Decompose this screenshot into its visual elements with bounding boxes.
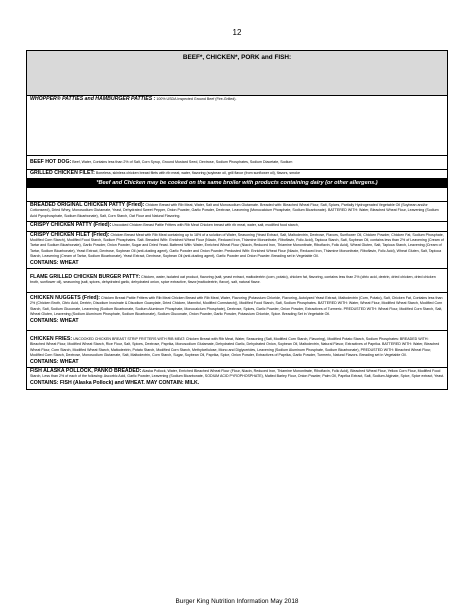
contains-label: CONTAINS: WHEAT [30, 259, 79, 266]
row-title: CRISPY CHICKEN PATTY (Fried): [30, 222, 112, 229]
row-text: Alaska Pollock, Water, Enriched Bleached Wheat Flour (Flour, Niacin, Reduced Iron, Thiamine Mononitrate, Riboflavin, Folic Acid), Bleached Wheat Flour, Yellow Corn Flour, Modified Food Starch, Less than 2% of each of the following: Ascorbic Acid, Garlic Powder, Leavening (Sodium Bicarbonate, SODIUM ACID PYROPHOSPHATE), Malted Barley Flour, Onion Powder, Palm Oil, Paprika Extract, Salt, Sodium Alginate, Spice, Spice extract, Yeast. [30, 368, 445, 379]
row-title: WHOPPER® PATTIES and HAMBURGER PATTIES : [30, 96, 156, 102]
row-title: FLAME GRILLED CHICKEN BURGER PATTY: [30, 274, 141, 281]
row-text: Chicken, water, isolated oat product, flavoring (salt, yeast extract, maltodextrin (corn, potato), chicken fat, flavoring, contains less than 2% (citric acid, dextrin, dried chicken, dried chicken broth, sunflower oil), seasoning (salt, spices, dehydrated garlic, dehydrated onion, spice extractive, flavor(maltodextrin, flavor), salt, natural flavor. [30, 275, 436, 285]
spacer-row [27, 188, 447, 202]
contains-label: CONTAINS: FISH (Alaska Pollock) and WHEAT. MAY CONTAIN: MILK. [30, 379, 200, 386]
chicken-fries-row [27, 331, 447, 368]
row-text: 100% USDA Inspected Ground Beef (Fire-Grilled). [155, 97, 237, 101]
crispy-chicken-filet-row [27, 232, 447, 269]
row-text: UNCOOKED CHICKEN BREAST STRIP FRITTERS WITH RIB MEAT: Chicken Breast with Rib Meat, Water, Seasoning (Salt, Modified Corn Starch, Flavoring), Modified Potato Starch, Sodium Phosphates: BREADED WITH: Bleached Wheat Flour, Modified Wheat Starch, Rice Flour, Salt, Spices, Dextrose, Paprika, Monosodium Glutamate, Dehydrated Garlic, Dehydrated Onion, Soybean Oil, Maltodextrin, Natural Flavor, Extractives of Paprika. BATTERED WITH: Water, Bleached Wheat Flour, Corn Starch, Modified Wheat Starch, Maltodextrin, Potato Starch, Modified Corn Starch, Methylcellulose, Mono and Diglycerides, Leavening (Sodium Aluminum Phosphate, Sodium Bicarbonate), PREDUSTED WITH: Bleached Wheat Flour, Modified Corn Starch, Dextrose, Monosodium Glutamate, Salt, Maltodextrin, Corn Starch, Sugar, Soybean Oil, Paprika, Spice, Onion Powder, Extractives of Paprika, Garlic Powder, Turmeric, Natural Flavors. Breading set in Vegetable Oil. [30, 336, 440, 358]
page-footer: Burger King Nutrition Information May 2018 [175, 598, 299, 605]
row-title: CRISPY CHICKEN FILET (Fried): [30, 231, 110, 238]
grilled-chicken-filet-row [27, 170, 447, 179]
row-text: Chicken Breast Meat with Rib Meat containing up to 18% of a solution of Water, Seasoning (Yeast Extract, Salt, Maltodextrin, Dextrose, Flavors, Sunflower Oil, Chicken Powder, Chicken Fat, Sodium Phosphate, Modified Corn Starch), Modified Food Starch, Sodium Phosphates. Salt. Breaded With: Enriched Wheat Flour (Niacin, Reduced Iron, Thiamine Mononitrate, Riboflavin, Folic Acid), Tapioca Starch, Salt, Soybean Oil, contains less than 2% of Leavening (Cream of Tartar and Sodium Bicarbonate), Garlic Powder, Onion Powder, Sugar and Dried Yeast. Battered With: Water, Enriched Wheat Flour (Niacin, Reduced Iron, Thiamine Mononitrate, Riboflavin, Folic Acid), Wheat Gluten, Salt, Tapioca Starch, Leavening (Cream of Tartar, Sodium Bicarbonate), Yeast Extract, Dextrose, Soybean Oil (anti-dusting agent), Garlic Powder and Onion Powder. Predusted With: Enriched Wheat Flour (Niacin, Reduced Iron, Thiamine Mononitrate, Riboflavin, Folic Acid), Wheat Gluten, Salt, Tapioca Starch, Leavening (Cream of Tartar, Sodium Bicarbonate), Yeast Extract, Dextrose, Soybean Oil (anti-dusting agent), Garlic Powder and Onion Powder. Breading set in Vegetable Oil. [30, 232, 444, 259]
row-title: BREADED ORIGINAL CHICKEN PATTY (Fried): [30, 202, 145, 208]
contains-label: CONTAINS: WHEAT [30, 358, 79, 365]
breaded-original-chicken-patty-row [27, 202, 447, 222]
flame-grilled-chicken-burger-row [27, 269, 447, 293]
row-text: Uncooked Chicken Breast Pattie Fritters with Rib Meat Chicken breast with rib meat, water, salt, modified food starch, [111, 223, 299, 228]
page-number: 12 [232, 28, 242, 37]
beef-hot-dog-row [27, 156, 447, 170]
row-text: Chicken Breast Pattie Fritters with Rib Meat Chicken Breast with Rib Meat, Water, Flavoring (Potassium Chloride, Flavoring, Autolyzed Yeast Extract, Maltodextrin (Corn, Potato), Salt, Chicken Fat, Contains less than 2% (Chicken Broth, Citric Acid, Dextrin, Disodium Inosinate & Disodium Guanylate, Dried Chicken, Mannitol, Modified Cornstarch)), Modified Food Starch, Salt, Sodium Phosphates. BATTERED WITH: Water, Wheat Flour, Modified Wheat Starch, Modified Corn Starch, Salt, Sodium Gluconate, Leavening (Sodium Bicarbonate, Sodium Aluminum Phosphate, Monocalcium Phosphate), Dextrose, Spices, Garlic Powder, Onion Powder, Extractives of Turmeric. PREDUSTED WITH: Wheat Flour, Modified Corn Starch, Salt, Wheat Gluten, Leavening (Sodium Aluminum Phosphate, Sodium Bicarbonate), Sodium Gluconate, Onion Powder, Garlic Powder, Potassium Chloride, Spice. Breading Set in Vegetable Oil. [30, 295, 443, 317]
row-text: Chicken Breast with Rib Meat, Water, Salt and Monosodium Glutamate. Breaded with: Bleached Wheat Flour, Salt, Spices, Partially Hydrogenated Vegetable Oil (Soybean and/or Cottonseed), Dried Whey, Monosodium Glutamate, Yeast, Dehydrated Sweet Pepper, Onion Powder, Garlic Powder, Dextrose, Leavening (Monocalcium Phosphate, Sodium Bicarbonate). BATTERED WITH: Water, Bleached Wheat Flour, Leavening (Sodium Acid Pyrophosphate, Sodium Bicarbonate), Salt, Corn Starch, Oat Flour and Natural Flavoring. [30, 203, 439, 218]
row-title: BEEF HOT DOG: [30, 159, 72, 165]
row-title: CHICKEN NUGGETS (Fried): [30, 294, 101, 301]
row-text: Beef, Water, Contains less than 2% of Salt, Corn Syrup, Ground Mustard Seed, Dextrose, Sodium Phosphates, Sodium Diacetate, Sodium [71, 160, 293, 164]
chicken-nuggets-row [27, 293, 447, 331]
whopper-patties-row [27, 96, 447, 156]
section-header: BEEF*, CHICKEN*, PORK and FISH: [27, 51, 447, 96]
contains-label: CONTAINS: WHEAT [30, 317, 79, 324]
row-title: GRILLED CHICKEN FILET: [30, 170, 95, 176]
fish-alaska-pollock-row [27, 368, 447, 389]
row-title: CHICKEN FRIES: [30, 335, 73, 342]
crispy-chicken-patty-row [27, 222, 447, 231]
row-title: FISH ALASKA POLLOCK, PANKO BREADED: [30, 367, 142, 374]
row-text: Boneless, skinless chicken breast filets with rib meat, water, flavoring (soybean oil, grill flavor (from sunflower oil), flavors, smoke [94, 171, 300, 175]
ingredients-table [26, 50, 448, 390]
cooking-notice-banner: *Beef and Chicken may be cooked on the same broiler with products containing dairy (or other allergens.) [27, 179, 447, 188]
